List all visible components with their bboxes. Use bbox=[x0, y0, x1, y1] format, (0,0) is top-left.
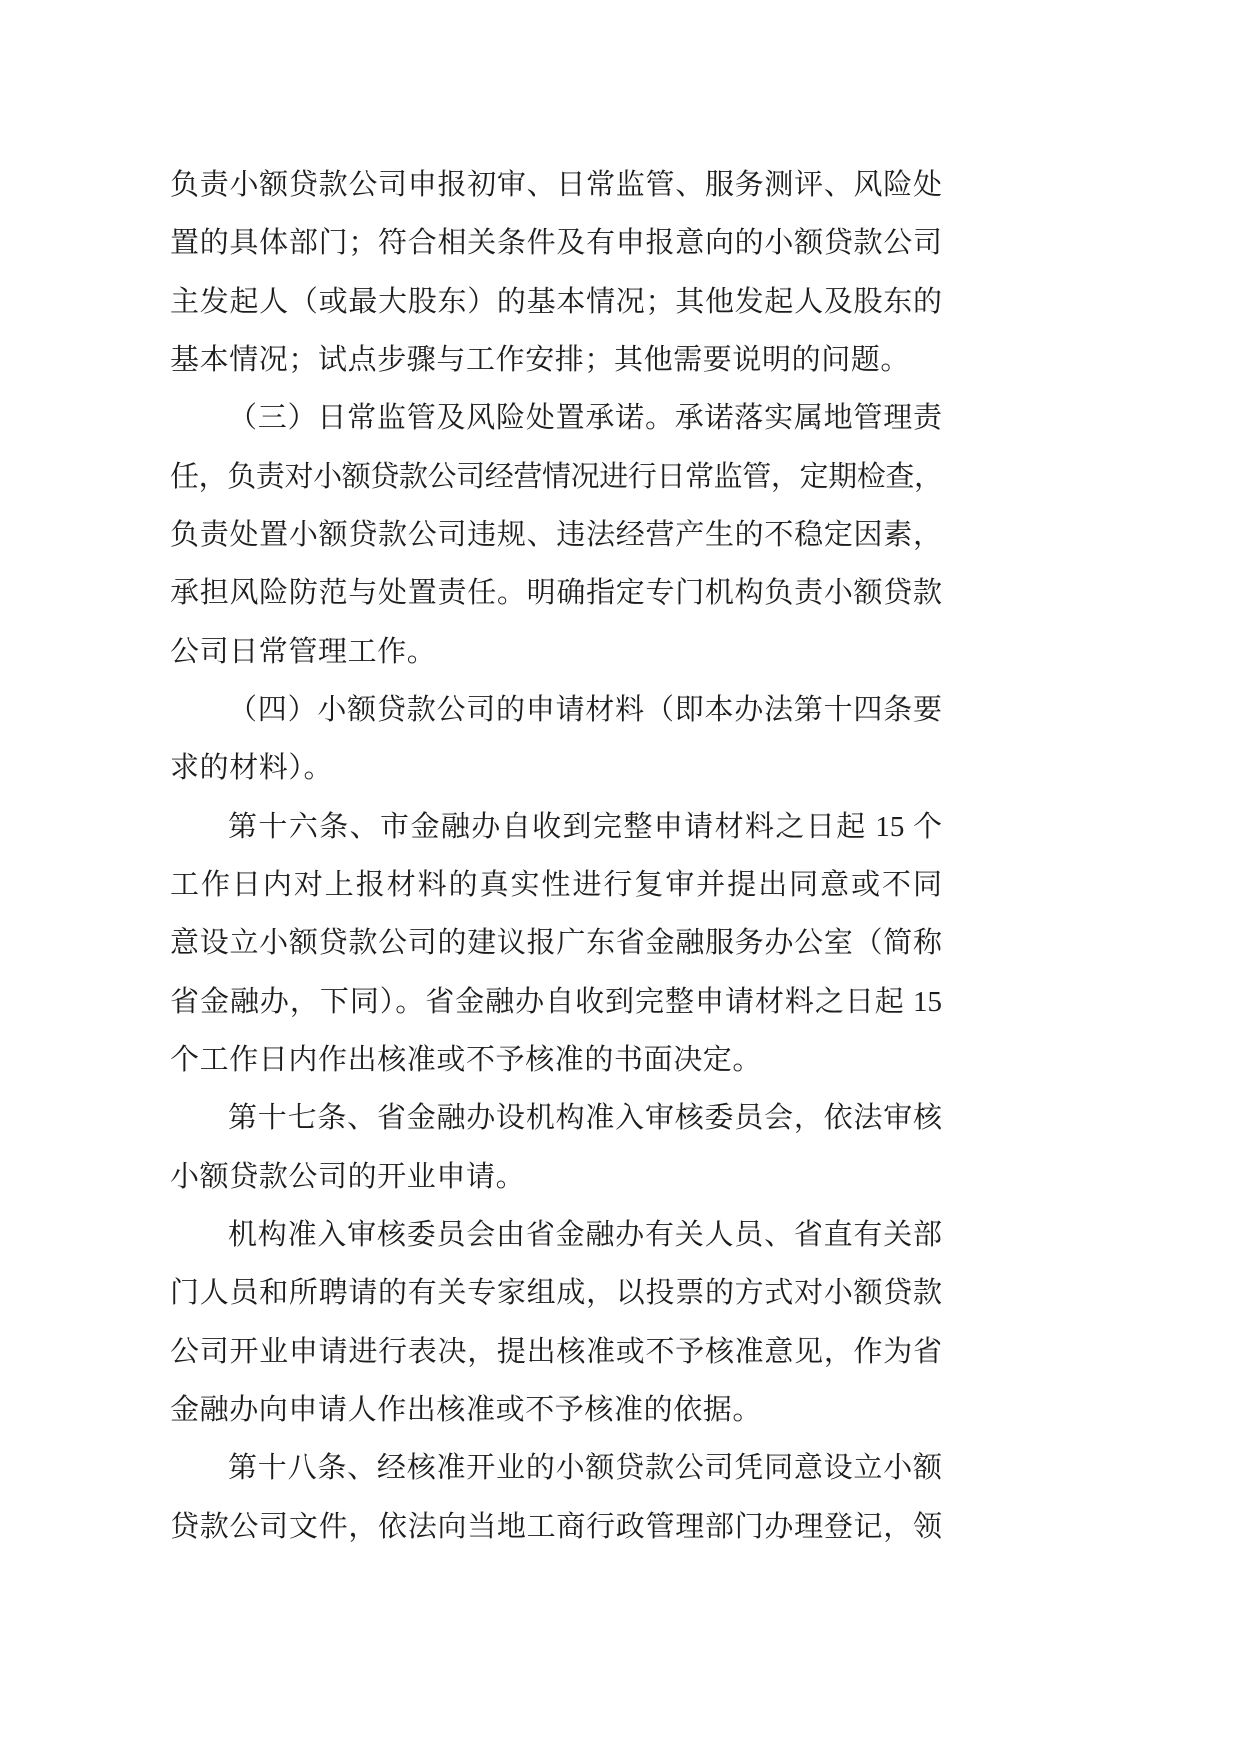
paragraph bbox=[170, 798, 942, 1090]
text-line: （三）日常监管及风险处置承诺。承诺落实属地管理责 bbox=[228, 402, 942, 435]
text-line: 求的材料）。 bbox=[170, 752, 334, 785]
text-line: 小额贷款公司的开业申请。 bbox=[170, 1160, 526, 1193]
text-line: 金融办向申请人作出核准或不予核准的依据。 bbox=[170, 1393, 763, 1426]
text-line: 任，负责对小额贷款公司经营情况进行日常监管，定期检查， bbox=[170, 460, 942, 493]
text-line: 门人员和所聘请的有关专家组成，以投票的方式对小额贷款 bbox=[170, 1277, 942, 1310]
text-line: 意设立小额贷款公司的建议报广东省金融服务办公室（简称 bbox=[170, 927, 942, 960]
text-line: 主发起人（或最大股东）的基本情况；其他发起人及股东的 bbox=[170, 285, 942, 318]
paragraph bbox=[170, 156, 942, 389]
paragraph bbox=[170, 1089, 942, 1206]
document-body bbox=[170, 156, 942, 1556]
paragraph bbox=[170, 389, 942, 681]
text-line: 第十八条、经核准开业的小额贷款公司凭同意设立小额 bbox=[228, 1452, 942, 1485]
text-line: 贷款公司文件，依法向当地工商行政管理部门办理登记，领 bbox=[170, 1510, 942, 1543]
text-line: 机构准入审核委员会由省金融办有关人员、省直有关部 bbox=[228, 1218, 942, 1251]
text-line: 置的具体部门；符合相关条件及有申报意向的小额贷款公司 bbox=[170, 227, 942, 260]
paragraph bbox=[170, 681, 942, 798]
text-line: 承担风险防范与处置责任。明确指定专门机构负责小额贷款 bbox=[170, 577, 942, 610]
paragraph bbox=[170, 1206, 942, 1439]
text-line: 第十七条、省金融办设机构准入审核委员会，依法审核 bbox=[228, 1102, 942, 1135]
text-line: 公司开业申请进行表决，提出核准或不予核准意见，作为省 bbox=[170, 1335, 942, 1368]
text-line: 工作日内对上报材料的真实性进行复审并提出同意或不同 bbox=[170, 868, 942, 901]
paragraph bbox=[170, 1439, 942, 1556]
text-line: 公司日常管理工作。 bbox=[170, 635, 437, 668]
text-line: 负责处置小额贷款公司违规、违法经营产生的不稳定因素， bbox=[170, 518, 942, 551]
text-line: 省金融办，下同）。省金融办自收到完整申请材料之日起 15 bbox=[170, 985, 942, 1018]
text-line: 第十六条、市金融办自收到完整申请材料之日起 15 个 bbox=[228, 810, 942, 843]
text-line: 负责小额贷款公司申报初审、日常监管、服务测评、风险处 bbox=[170, 169, 942, 201]
text-line: （四）小额贷款公司的申请材料（即本办法第十四条要 bbox=[228, 693, 942, 726]
text-line: 基本情况；试点步骤与工作安排；其他需要说明的问题。 bbox=[170, 343, 911, 376]
text-line: 个工作日内作出核准或不予核准的书面决定。 bbox=[170, 1043, 763, 1076]
